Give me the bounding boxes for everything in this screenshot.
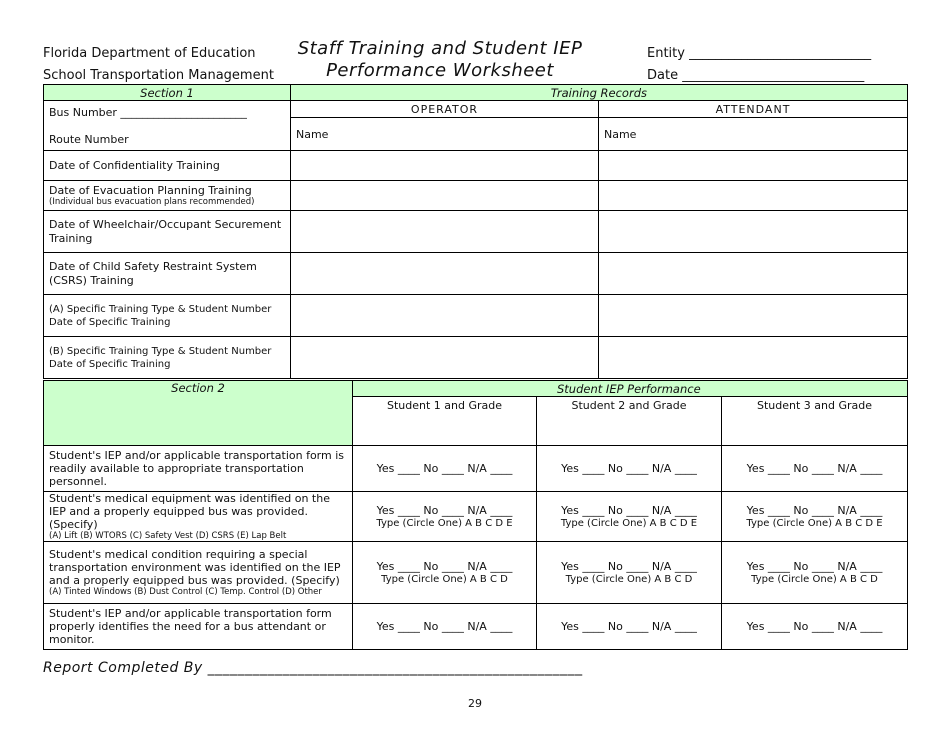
section2-table — [43, 380, 908, 650]
iep-row-label: Student's IEP and/or applicable transportation form properly identifies the need for a bus attendant or monitor. — [44, 604, 353, 650]
division-name: School Transportation Management — [43, 68, 274, 83]
attendant-name-field[interactable] — [599, 118, 908, 151]
iep-row-label: Student's medical equipment was identified on the IEP and a properly equipped bus was provided. (Specify) — [49, 492, 330, 531]
yes-no-na-field[interactable]: Yes ____ No ____ N/A ____ — [561, 559, 697, 573]
section2-label: Section 2 — [171, 381, 225, 395]
attendant-cell[interactable] — [599, 211, 908, 253]
iep-row-label: Student's medical condition requiring a special transportation environment was identified on the IEP and a properly equipped bus was provided. (Specify) — [49, 548, 341, 587]
type-circle-one[interactable]: Type (Circle One) A B C D E — [376, 517, 513, 529]
iep-row-note: (A) Tinted Windows (B) Dust Control (C) Temp. Control (D) Other — [49, 587, 322, 597]
yes-no-na-field[interactable]: Yes ____ No ____ N/A ____ — [746, 503, 883, 517]
yes-no-na-field[interactable]: Yes ____ No ____ N/A ____ — [537, 446, 722, 492]
yes-no-na-field[interactable]: Yes ____ No ____ N/A ____ — [376, 559, 513, 573]
department-name: Florida Department of Education — [43, 46, 256, 61]
operator-name-label: Name — [296, 127, 329, 141]
attendant-cell[interactable] — [599, 295, 908, 337]
type-circle-one[interactable]: Type (Circle One) A B C D E — [560, 517, 698, 529]
page-number: 29 — [468, 697, 482, 710]
iep-row-label: Student's IEP and/or applicable transportation form is readily available to appropriate transportation personnel. — [44, 446, 353, 492]
yes-no-na-field[interactable]: Yes ____ No ____ N/A ____ — [537, 604, 722, 650]
attendant-header: ATTENDANT — [599, 101, 908, 118]
operator-name-field[interactable] — [291, 118, 599, 151]
operator-cell[interactable] — [291, 253, 599, 295]
attendant-name-label: Name — [604, 127, 637, 141]
type-circle-one[interactable]: Type (Circle One) A B C D — [565, 573, 693, 585]
yes-no-na-field[interactable]: Yes ____ No ____ N/A ____ — [746, 559, 883, 573]
header-left — [43, 43, 274, 87]
operator-cell[interactable] — [291, 151, 599, 181]
type-circle-one[interactable]: Type (Circle One) A B C D E — [746, 517, 883, 529]
training-row-note: (Individual bus evacuation plans recommended) — [49, 196, 255, 207]
title-line-2: Performance Worksheet — [326, 60, 554, 81]
student-2-header[interactable]: Student 2 and Grade — [537, 397, 722, 446]
attendant-cell[interactable] — [599, 181, 908, 211]
training-row-label: (A) Specific Training Type & Student Number — [49, 303, 272, 315]
training-row-label: Date of Confidentiality Training — [44, 151, 291, 181]
yes-no-na-field[interactable]: Yes ____ No ____ N/A ____ — [561, 503, 697, 517]
yes-no-na-field[interactable]: Yes ____ No ____ N/A ____ — [722, 604, 908, 650]
iep-performance-label: Student IEP Performance — [353, 381, 908, 397]
date-field[interactable]: Date ____________________________ — [647, 68, 865, 83]
operator-cell[interactable] — [291, 211, 599, 253]
training-row-label: Date of Evacuation Planning Training — [49, 183, 252, 197]
attendant-cell[interactable] — [599, 151, 908, 181]
yes-no-na-field[interactable]: Yes ____ No ____ N/A ____ — [353, 604, 537, 650]
section1-table — [43, 84, 908, 379]
entity-field[interactable]: Entity ____________________________ — [647, 46, 872, 61]
training-row-note: Date of Specific Training — [49, 358, 171, 370]
section1-label: Section 1 — [44, 85, 291, 101]
training-row-label: Date of Child Safety Restraint System (CSRS) Training — [44, 253, 291, 295]
operator-cell[interactable] — [291, 181, 599, 211]
student-1-header[interactable]: Student 1 and Grade — [353, 397, 537, 446]
bus-number-field[interactable]: Bus Number _______________________ — [49, 106, 247, 119]
training-row-label: Date of Wheelchair/Occupant Securement Training — [44, 211, 291, 253]
operator-cell[interactable] — [291, 337, 599, 379]
training-records-label: Training Records — [291, 85, 908, 101]
training-row-label: (B) Specific Training Type & Student Number — [49, 345, 272, 357]
operator-header: OPERATOR — [291, 101, 599, 118]
yes-no-na-field[interactable]: Yes ____ No ____ N/A ____ — [353, 446, 537, 492]
iep-row-note: (A) Lift (B) WTORS (C) Safety Vest (D) CSRS (E) Lap Belt — [49, 531, 287, 541]
route-number-field[interactable]: Route Number — [49, 133, 129, 146]
yes-no-na-field[interactable]: Yes ____ No ____ N/A ____ — [376, 503, 513, 517]
operator-cell[interactable] — [291, 295, 599, 337]
type-circle-one[interactable]: Type (Circle One) A B C D — [381, 573, 508, 585]
attendant-cell[interactable] — [599, 337, 908, 379]
report-completed-field[interactable]: Report Completed By __________________________________________________ — [43, 660, 583, 676]
yes-no-na-field[interactable]: Yes ____ No ____ N/A ____ — [722, 446, 908, 492]
header-right — [647, 43, 871, 87]
attendant-cell[interactable] — [599, 253, 908, 295]
training-row-note: Date of Specific Training — [49, 316, 171, 328]
title-line-1: Staff Training and Student IEP — [297, 38, 583, 59]
student-3-header[interactable]: Student 3 and Grade — [722, 397, 908, 446]
type-circle-one[interactable]: Type (Circle One) A B C D — [751, 573, 878, 585]
page-title — [270, 38, 610, 82]
